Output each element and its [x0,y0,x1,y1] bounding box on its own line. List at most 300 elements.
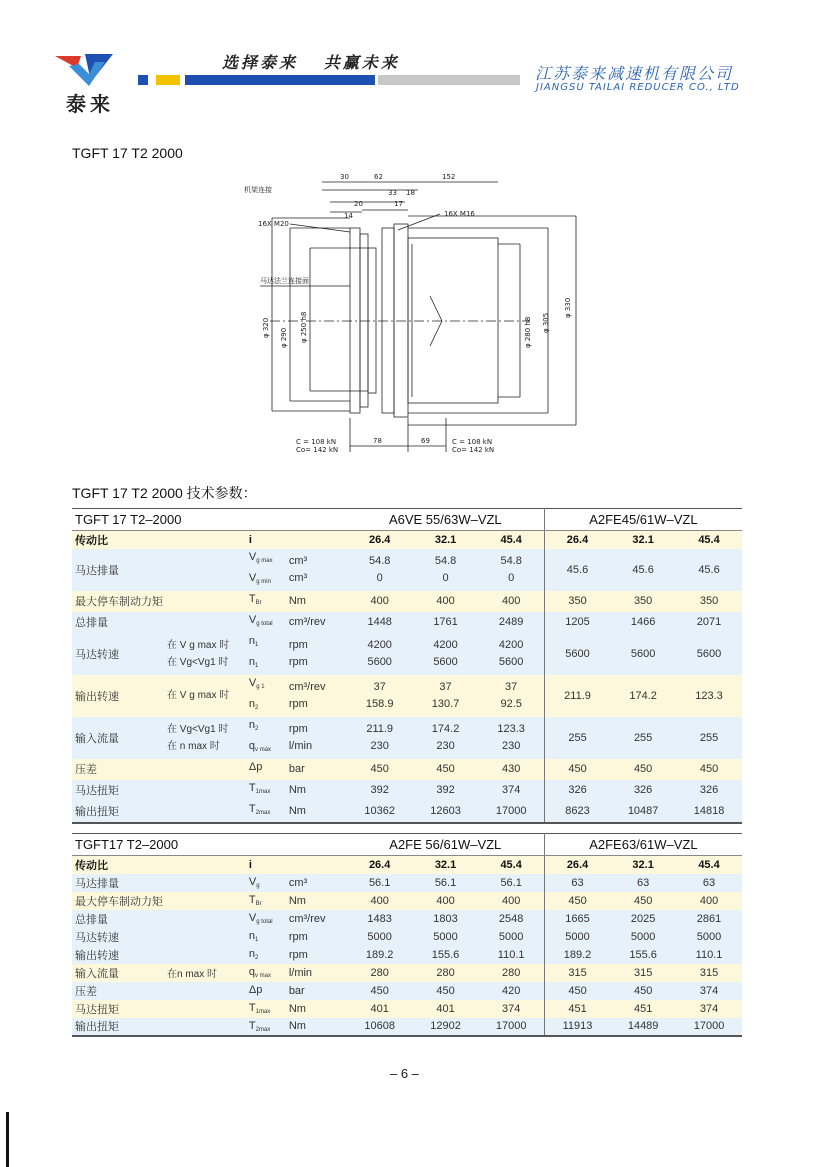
cell-text: 158.9 [365,697,394,710]
cell-text: cm³/rev [288,680,326,693]
cell-value: 2025 [610,910,676,928]
cell-value: 10608 [347,1018,413,1036]
dia-280: φ 280 h8 [524,316,532,348]
row-symbol [245,717,287,759]
dim-top-62: 62 [374,173,383,181]
cell-text: 123.3 [497,722,525,735]
dim-top-20: 20 [354,200,363,208]
row-unit [287,549,347,591]
cell-value: 5600 [544,633,610,675]
row-symbol [245,964,287,982]
dim-top-152: 152 [442,173,456,181]
cell-value [478,780,544,801]
cell-value: 17000 [478,1018,544,1036]
cell-text: 5600 [367,655,392,668]
cell-text: 400 [436,594,455,607]
cell-value: 5000 [478,928,544,946]
cell-text: 450 [370,762,389,775]
ratio-value: 32.1 [610,531,676,549]
label-m16: 16X M16 [444,210,475,218]
cell-text: rpm [288,722,308,735]
row-symbol [245,910,287,928]
symbol-subscript: 2max [255,809,271,816]
cell-value [478,633,544,675]
cell-text: V [248,571,257,584]
cell-text: 130.7 [431,697,460,710]
cell-text: n [248,634,256,647]
row-label: 压差 [72,759,165,780]
cell-text: n [248,948,255,960]
table2-header-row [72,834,742,856]
symbol-subscript: 2max [255,1026,271,1033]
cell-value: 350 [610,591,676,612]
row-unit: rpm [287,946,347,964]
cell-value: 450 [347,982,413,1000]
cell-text: 430 [501,762,521,775]
symbol-subscript: 1max [255,788,271,795]
cell-text: Δp [248,984,263,996]
table-row [72,612,742,633]
cell-value [347,633,413,675]
cell-text: 37 [439,680,452,693]
cell-text: T [248,781,256,794]
row-label: 输出转速 [72,946,165,964]
cell-text: 1761 [433,615,458,628]
cell-value: 56.1 [347,874,413,892]
cell-value: 255 [610,717,676,759]
scan-edge-mark [6,1112,9,1167]
load-left-c: C = 108 kN [296,438,337,446]
cell-value [413,759,479,780]
cell-value: 5600 [676,633,742,675]
row-symbol [245,1000,287,1018]
cell-value: 63 [544,874,610,892]
row-label: 输出扭矩 [72,801,165,823]
symbol-subscript: 2 [255,725,259,732]
cell-text: n [248,718,256,731]
row-symbol [245,549,287,591]
ratio-value: 32.1 [610,856,676,874]
cell-value: 374 [676,982,742,1000]
cell-text: 54.8 [500,554,522,567]
header-bar-blue-small [138,75,148,85]
dim-top-17: 17 [394,200,403,208]
row-label: 马达排量 [72,874,165,892]
cell-text: 92.5 [500,697,522,710]
cell-value [413,591,479,612]
row-label: 总排量 [72,612,165,633]
row-condition [165,1018,245,1036]
cell-text: cm³ [288,571,308,584]
label-motor-flange: 马达法兰连接面 [260,277,309,285]
load-left-co: Co= 142 kN [296,446,339,454]
cell-value: 420 [478,982,544,1000]
row-condition [165,759,245,780]
row-unit [287,612,347,633]
cell-value: 12902 [413,1018,479,1036]
cell-value: 450 [544,759,610,780]
technical-drawing [230,168,600,468]
cell-text: cm³/rev [288,615,326,628]
cell-value: 450 [544,892,610,910]
cell-value: 14489 [610,1018,676,1036]
cell-text: rpm [288,655,308,668]
cell-text: 392 [436,783,455,796]
cell-value: 326 [610,780,676,801]
cell-value: 400 [478,892,544,910]
cell-value: 2071 [676,612,742,633]
cell-value: 450 [610,982,676,1000]
row-condition [165,892,245,910]
table-row [72,1000,742,1018]
company-name-cn: 江苏泰来减速机有限公司 [535,64,734,83]
dia-305: φ 305 [542,312,550,333]
row-label: 马达转速 [72,928,165,946]
cell-value: 1803 [413,910,479,928]
ratio-value: 26.4 [544,856,610,874]
label-m20: 16X M20 [258,220,289,228]
row-condition: 在n max 时 [165,964,245,982]
table-row [72,946,742,964]
ratio-value: 45.4 [478,531,544,549]
cell-value: 400 [413,892,479,910]
cell-text: 10362 [364,804,395,817]
cell-text: T [248,1019,256,1032]
cell-text: V [248,613,257,626]
symbol-subscript: Br [255,599,262,606]
cell-text: 在 Vg<Vg1 时 [167,656,229,668]
row-symbol [245,946,287,964]
slogan: 选择泰来 共赢未来 [222,53,400,72]
cell-value [478,591,544,612]
row-condition [165,928,245,946]
cell-text: 在 n max 时 [167,740,220,752]
cell-value: 155.6 [413,946,479,964]
cell-text: q [248,739,256,752]
header-bar-blue [185,75,375,85]
cell-value [413,675,479,717]
row-symbol [245,928,287,946]
cell-value: 451 [544,1000,610,1018]
cell-value [478,549,544,591]
cell-value: 401 [413,1000,479,1018]
cell-value: 374 [478,1000,544,1018]
cell-value [478,801,544,823]
row-label: 最大停车制动力矩 [72,892,165,910]
cell-value [413,612,479,633]
table-row [72,549,742,591]
table1-header-row [72,509,742,531]
table-row [72,717,742,759]
cell-value: 1205 [544,612,610,633]
symbol-subscript: g [256,883,260,889]
cell-text: cm³ [288,554,308,567]
row-symbol [245,780,287,801]
cell-text: 174.2 [431,722,460,735]
ratio-value: 26.4 [347,856,413,874]
dim-bottom-69: 69 [421,437,430,445]
cell-value: 326 [544,780,610,801]
cell-value: 123.3 [676,675,742,717]
row-unit: cm³/rev [287,910,347,928]
cell-value [413,717,479,759]
cell-text: 在 Vg<Vg1 时 [167,723,229,735]
cell-value: 2548 [478,910,544,928]
cell-value [347,801,413,823]
cell-value: 280 [347,964,413,982]
cell-value: 400 [676,892,742,910]
row-label: 输出转速 [72,675,165,717]
cell-text: 230 [436,739,455,752]
cell-value [413,549,479,591]
cell-text: 1448 [367,615,392,628]
dia-320: φ 320 [262,317,270,338]
row-condition [165,874,245,892]
spec-table-2 [72,833,742,1037]
table2-ratio-row [72,856,742,874]
cell-value: 189.2 [544,946,610,964]
table1-group-b: A2FE45/61W–VZL [544,509,742,531]
symbol-subscript: g min [256,578,271,585]
cell-text: 0 [442,571,449,584]
cell-value: 450 [544,982,610,1000]
symbol-subscript: 1 [255,641,259,648]
table-row [72,964,742,982]
cell-text: 12603 [430,804,461,817]
table-row [72,633,742,675]
logo-text: 泰来 [66,92,114,116]
cell-text: 400 [370,594,389,607]
row-symbol [245,982,287,1000]
row-symbol [245,801,287,823]
cell-value: 8623 [544,801,610,823]
cell-value: 255 [676,717,742,759]
cell-text: 在 V g max 时 [167,639,230,651]
cell-text: 5600 [433,655,458,668]
cell-value: 10487 [610,801,676,823]
row-condition [165,1000,245,1018]
row-symbol [245,1018,287,1036]
cell-value: 5600 [610,633,676,675]
cell-text: 37 [373,680,386,693]
table-row [72,1018,742,1036]
row-symbol [245,759,287,780]
row-symbol [245,612,287,633]
symbol-subscript: 2 [255,704,259,711]
symbol-subscript: g total [256,919,273,925]
cell-value [347,717,413,759]
cell-text: 4200 [498,638,524,651]
cell-text: V [248,550,257,563]
row-label: 输入流量 [72,717,165,759]
row-label: 最大停车制动力矩 [72,591,165,612]
cell-value [347,780,413,801]
cell-value: 450 [676,759,742,780]
row-label: 马达排量 [72,549,165,591]
cell-text: 230 [501,739,521,752]
row-condition [165,780,245,801]
row-label: 输出扭矩 [72,1018,165,1036]
cell-text: rpm [288,697,308,710]
cell-value: 5000 [676,928,742,946]
row-label: 马达扭矩 [72,1000,165,1018]
cell-text: 54.8 [368,554,391,567]
symbol-subscript: g max [256,557,273,564]
row-condition [165,946,245,964]
row-unit: cm³ [287,874,347,892]
ratio-value: 45.4 [478,856,544,874]
symbol-subscript: 1 [255,937,259,943]
cell-text: T [248,802,256,815]
cell-value: 11913 [544,1018,610,1036]
cell-value: 280 [413,964,479,982]
cell-value: 5000 [544,928,610,946]
row-condition [165,612,245,633]
table-row [72,801,742,823]
table-row [72,591,742,612]
load-right-co: Co= 142 kN [452,446,495,454]
row-unit: l/min [287,964,347,982]
cell-value: 5000 [413,928,479,946]
cell-text: 400 [501,594,521,607]
ratio-value: 32.1 [413,531,479,549]
spec-table-1 [72,508,742,824]
symbol-subscript: 1max [255,1009,271,1015]
cell-text: 在 V g max 时 [167,690,230,701]
cell-text: q [248,966,255,978]
ratio-label: 传动比 [72,531,165,549]
cell-value: 280 [478,964,544,982]
cell-text: 450 [436,762,455,775]
cell-value: 45.6 [544,549,610,591]
cell-text: 2489 [498,615,524,628]
row-unit: Nm [287,1018,347,1036]
cell-text: 5600 [498,655,524,668]
cell-value: 45.6 [610,549,676,591]
table-row [72,675,742,717]
table-row [72,928,742,946]
page-number: – 6 – [390,1066,419,1081]
cell-text: 0 [376,571,383,584]
cell-value: 451 [610,1000,676,1018]
cell-value [413,780,479,801]
cell-value: 56.1 [413,874,479,892]
row-unit: Nm [287,1000,347,1018]
cell-text: 4200 [367,638,392,651]
dim-top-33: 33 [388,189,397,197]
cell-text: T [248,1002,256,1014]
cell-value: 17000 [676,1018,742,1036]
cell-value [413,801,479,823]
row-unit: Nm [287,892,347,910]
header-bar-gray [378,75,520,85]
cell-value: 56.1 [478,874,544,892]
table1-ratio-row [72,531,742,549]
row-unit [287,801,347,823]
row-condition [165,591,245,612]
cell-value: 450 [413,982,479,1000]
symbol-subscript: g 1 [256,683,265,690]
row-unit [287,780,347,801]
symbol-subscript: 2 [255,955,259,961]
cell-text: n [248,930,255,942]
ratio-label: 传动比 [72,856,165,874]
row-unit [287,759,347,780]
row-unit [287,717,347,759]
cell-value: 2861 [676,910,742,928]
ratio-value: 45.4 [676,531,742,549]
cell-value: 174.2 [610,675,676,717]
row-symbol [245,675,287,717]
cell-value: 315 [610,964,676,982]
row-condition [165,549,245,591]
table1-title: TGFT 17 T2–2000 [72,509,347,531]
row-label: 马达扭矩 [72,780,165,801]
header-bar-yellow [156,75,180,85]
cell-value: 189.2 [347,946,413,964]
cell-value [347,612,413,633]
cell-value: 255 [544,717,610,759]
dia-290: φ 290 [280,327,288,348]
ratio-value: 26.4 [544,531,610,549]
table-row [72,780,742,801]
row-condition [165,910,245,928]
cell-text: 392 [370,783,389,796]
cell-value: 350 [544,591,610,612]
cell-value: 450 [610,892,676,910]
ratio-value: 45.4 [676,856,742,874]
table-row [72,874,742,892]
cell-value [347,675,413,717]
model-title: TGFT 17 T2 2000 [72,145,183,161]
ratio-symbol: i [245,531,287,549]
cell-value: 63 [610,874,676,892]
row-symbol [245,892,287,910]
ratio-value: 32.1 [413,856,479,874]
cell-value: 401 [347,1000,413,1018]
cell-value: 315 [544,964,610,982]
label-frame: 机架连接 [244,186,272,194]
cell-value: 45.6 [676,549,742,591]
cell-value: 110.1 [676,946,742,964]
row-unit: rpm [287,928,347,946]
cell-value [347,549,413,591]
cell-text: V [248,676,257,689]
cell-text: Nm [288,804,306,817]
cell-text: Nm [288,594,306,607]
table-row [72,910,742,928]
cell-value [478,759,544,780]
table-row [72,892,742,910]
dim-top-18: 18 [406,189,415,197]
cell-text: T [248,592,256,605]
row-condition [165,801,245,823]
cell-value [347,759,413,780]
cell-value: 450 [610,759,676,780]
symbol-subscript: v max [255,746,272,753]
spec-title: TGFT 17 T2 2000 技术参数： [72,485,257,501]
cell-text: 54.8 [434,554,457,567]
ratio-value: 26.4 [347,531,413,549]
row-symbol [245,633,287,675]
cell-value: 350 [676,591,742,612]
dim-bottom-78: 78 [373,437,382,445]
cell-text: V [248,876,257,888]
ratio-symbol: i [245,856,287,874]
cell-text: rpm [288,638,308,651]
row-condition [165,717,245,759]
row-symbol [245,591,287,612]
